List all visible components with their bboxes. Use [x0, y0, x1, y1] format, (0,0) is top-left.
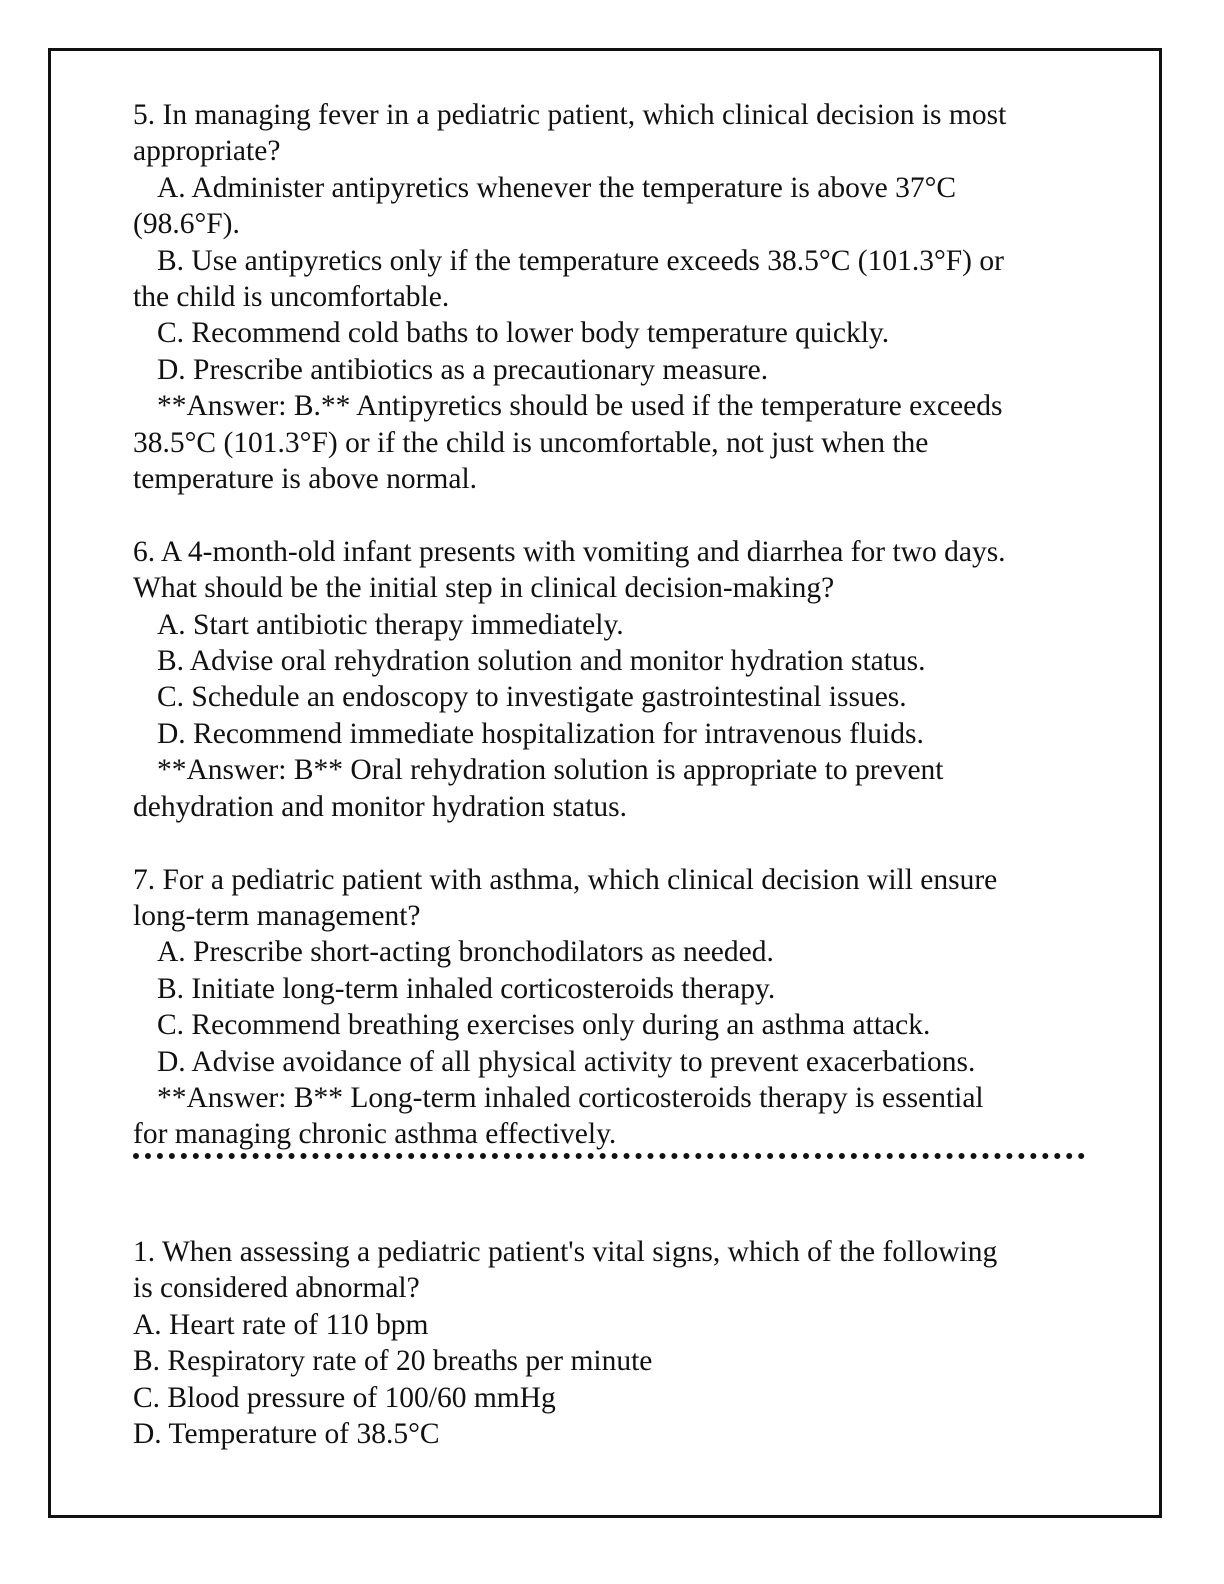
option-a: A. Start antibiotic therapy immediately.: [157, 608, 624, 641]
option-b: B. Initiate long-term inhaled corticosteroids therapy.: [157, 972, 776, 1005]
option-c: C. Blood pressure of 100/60 mmHg: [133, 1381, 556, 1414]
answer-line: 38.5°C (101.3°F) or if the child is uncomfortable, not just when the: [133, 426, 929, 459]
option-a-cont: (98.6°F).: [133, 208, 240, 241]
question-text-line: is considered abnormal?: [133, 1272, 420, 1305]
option-a: A. Prescribe short-acting bronchodilators as needed.: [157, 936, 774, 969]
answer-line: **Answer: B** Long-term inhaled corticosteroids therapy is essential: [157, 1081, 984, 1114]
question-text-line: 6. A 4-month-old infant presents with vomiting and diarrhea for two days.: [133, 535, 1006, 568]
question-7: [133, 862, 1093, 1153]
option-a: A. Heart rate of 110 bpm: [133, 1308, 429, 1341]
next-question-section: [133, 1234, 1093, 1452]
answer-line: **Answer: B.** Antipyretics should be used if the temperature exceeds: [157, 390, 1003, 423]
question-text-line: 5. In managing fever in a pediatric patient, which clinical decision is most: [133, 99, 1007, 131]
option-d: D. Recommend immediate hospitalization for intravenous fluids.: [157, 717, 924, 750]
question-text-line: 1. When assessing a pediatric patient's vital signs, which of the following: [133, 1236, 998, 1268]
spacer: [133, 825, 1093, 861]
question-text-line: What should be the initial step in clinical decision-making?: [133, 572, 835, 605]
answer-line: dehydration and monitor hydration status.: [133, 790, 628, 823]
option-b: B. Use antipyretics only if the temperature exceeds 38.5°C (101.3°F) or: [157, 244, 1004, 277]
spacer: [133, 497, 1093, 533]
question-1: [133, 1234, 1093, 1452]
answer-line: **Answer: B** Oral rehydration solution is appropriate to prevent: [157, 754, 944, 787]
question-5: [133, 97, 1093, 497]
option-b: B. Advise oral rehydration solution and monitor hydration status.: [157, 645, 926, 678]
option-b-cont: the child is uncomfortable.: [133, 281, 450, 314]
option-a: A. Administer antipyretics whenever the temperature is above 37°C: [157, 171, 957, 204]
question-text-line: long-term management?: [133, 899, 421, 932]
question-6: [133, 534, 1093, 825]
option-d: D. Advise avoidance of all physical activity to prevent exacerbations.: [157, 1045, 976, 1078]
question-text-line: 7. For a pediatric patient with asthma, which clinical decision will ensure: [133, 863, 998, 896]
option-c: C. Recommend breathing exercises only during an asthma attack.: [157, 1009, 931, 1042]
dotted-separator: [133, 1153, 1085, 1159]
option-c: C. Schedule an endoscopy to investigate gastrointestinal issues.: [157, 681, 907, 714]
option-c: C. Recommend cold baths to lower body temperature quickly.: [157, 317, 890, 350]
questions-section: [133, 97, 1093, 1153]
question-text-line: appropriate?: [133, 135, 281, 168]
option-d: D. Temperature of 38.5°C: [133, 1418, 440, 1451]
answer-line: for managing chronic asthma effectively.: [133, 1118, 617, 1151]
answer-line: temperature is above normal.: [133, 463, 478, 496]
option-d: D. Prescribe antibiotics as a precautionary measure.: [157, 353, 769, 386]
option-b: B. Respiratory rate of 20 breaths per minute: [133, 1345, 653, 1378]
